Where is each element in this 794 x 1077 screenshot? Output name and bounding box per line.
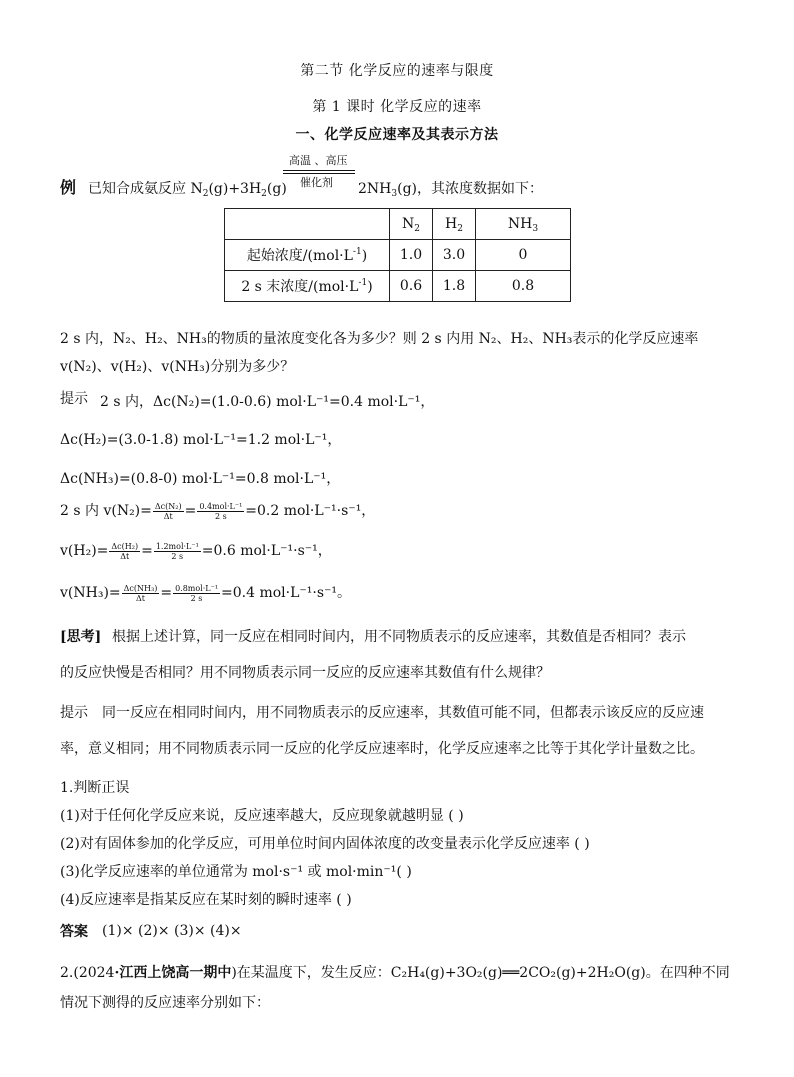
table-cell: 0 — [476, 240, 571, 271]
rate-h2-line: v(H₂)= $\frac{\text{Δc(H₂)}}{\Delta t}$ = $\frac{\text{1.2mol·L⁻¹}}{2 s}$ =0.6 mol·L⁻¹·s⁻¹， — [60, 541, 332, 561]
row-label: 起始浓度$/(mol\cdot L^{-1})$ — [225, 240, 390, 271]
think-line-2: 的反应快慢是否相同？用不同物质表示同一反应的反应速率其数值有什么规律？ — [60, 665, 550, 681]
condition-bottom: 催化剂 — [300, 176, 333, 189]
table-header-cell — [225, 209, 390, 240]
think-label: [思考] — [60, 629, 102, 645]
exercise-item: (3)化学反应速率的单位通常为 mol·s⁻¹ 或 mol·min⁻¹( ) — [60, 864, 412, 880]
reaction-arrow-top — [283, 170, 355, 171]
table-cell: 3.0 — [433, 240, 476, 271]
hint-line-1: 2 s 内，Δc(N₂)=(1.0-0.6) mol·L⁻¹=0.4 mol·L⁻¹， — [100, 394, 435, 410]
table-header-cell: $NH_3$ — [476, 209, 571, 240]
hint2-label: 提示 — [60, 705, 88, 721]
table-row — [225, 240, 571, 271]
exercise-2-line-2: 情况下测得的反应速率分别如下： — [60, 995, 270, 1011]
exercise-item: (2)对有固体参加的化学反应，可用单位时间内固体浓度的改变量表示化学反应速率 ( ) — [60, 836, 590, 852]
hint-line-3: Δc(NH₃)=(0.8-0) mol·L⁻¹=0.8 mol·L⁻¹， — [60, 471, 341, 487]
hint2-line-1: 同一反应在相同时间内，用不同物质表示的反应速率，其数值可能不同，但都表示该反应的反应速 — [102, 705, 704, 721]
row-label: 2 s 末浓度$/(mol\cdot L^{-1})$ — [225, 271, 390, 302]
table-header-row — [225, 209, 571, 240]
exercise-item: (4)反应速率是指某反应在某时刻的瞬时速率 ( ) — [60, 892, 352, 908]
subheading: 一、化学反应速率及其表示方法 — [295, 127, 499, 143]
table-header-cell: $H_2$ — [433, 209, 476, 240]
section-title: 第二节 化学反应的速率与限度 — [300, 63, 494, 79]
rate-nh3-line: v(NH₃)= $\frac{\text{Δc(NH₃)}}{\Delta t}$ = $\frac{\text{0.8mol·L⁻¹}}{2 s}$ =0.4 mol·L⁻¹·s⁻¹。 — [60, 583, 352, 603]
exercise-2-line-1: 2.(2024·江西上饶高一期中)在某温度下，发生反应：C₂H₄(g)+3O₂(g)══2CO₂(g)+2H₂O(g)。在四种不同 — [60, 965, 730, 981]
hint-label: 提示 — [60, 391, 88, 407]
table-cell: 1.8 — [433, 271, 476, 302]
rate-n2-line: 2 s 内 v(N₂)= $\frac{\text{Δc(N₂)}}{\Delta t}$ = $\frac{\text{0.4mol·L⁻¹}}{2 s}$ =0.2 mol·L⁻¹·s⁻¹， — [60, 501, 376, 521]
concentration-table — [224, 208, 571, 302]
table-cell: 1.0 — [390, 240, 433, 271]
question-line-1: 2 s 内，N₂、H₂、NH₃的物质的量浓度变化各为多少？则 2 s 内用 N₂、H₂、NH₃表示的化学反应速率 — [60, 331, 699, 347]
exercise-1-title: 1.判断正误 — [60, 780, 130, 796]
table-cell: 0.8 — [476, 271, 571, 302]
answer-text: (1)× (2)× (3)× (4)× — [102, 923, 242, 939]
condition-top: 高温 、高压 — [289, 154, 348, 167]
example-label: 例 — [60, 178, 77, 197]
think-line-1: 根据上述计算，同一反应在相同时间内，用不同物质表示的反应速率，其数值是否相同？表示 — [112, 629, 686, 645]
table-row — [225, 271, 571, 302]
answer-label: 答案 — [60, 924, 88, 940]
lesson-title: 第 1 课时 化学反应的速率 — [312, 99, 482, 115]
example-product: $2NH_3(g)$，其浓度数据如下： — [358, 181, 543, 199]
table-cell: 0.6 — [390, 271, 433, 302]
example-intro: 已知合成氨反应 $N_2(g)+3H_2(g)$ — [88, 181, 287, 199]
hint2-line-2: 率，意义相同；用不同物质表示同一反应的化学反应速率时，化学反应速率之比等于其化学计量数之比。 — [60, 741, 704, 757]
hint-line-2: Δc(H₂)=(3.0-1.8) mol·L⁻¹=1.2 mol·L⁻¹， — [60, 432, 342, 448]
exercise-item: (1)对于任何化学反应来说，反应速率越大，反应现象就越明显 ( ) — [60, 808, 464, 824]
question-line-2: v(N₂)、v(H₂)、v(NH₃)分别为多少？ — [60, 359, 295, 375]
table-header-cell: $N_2$ — [390, 209, 433, 240]
